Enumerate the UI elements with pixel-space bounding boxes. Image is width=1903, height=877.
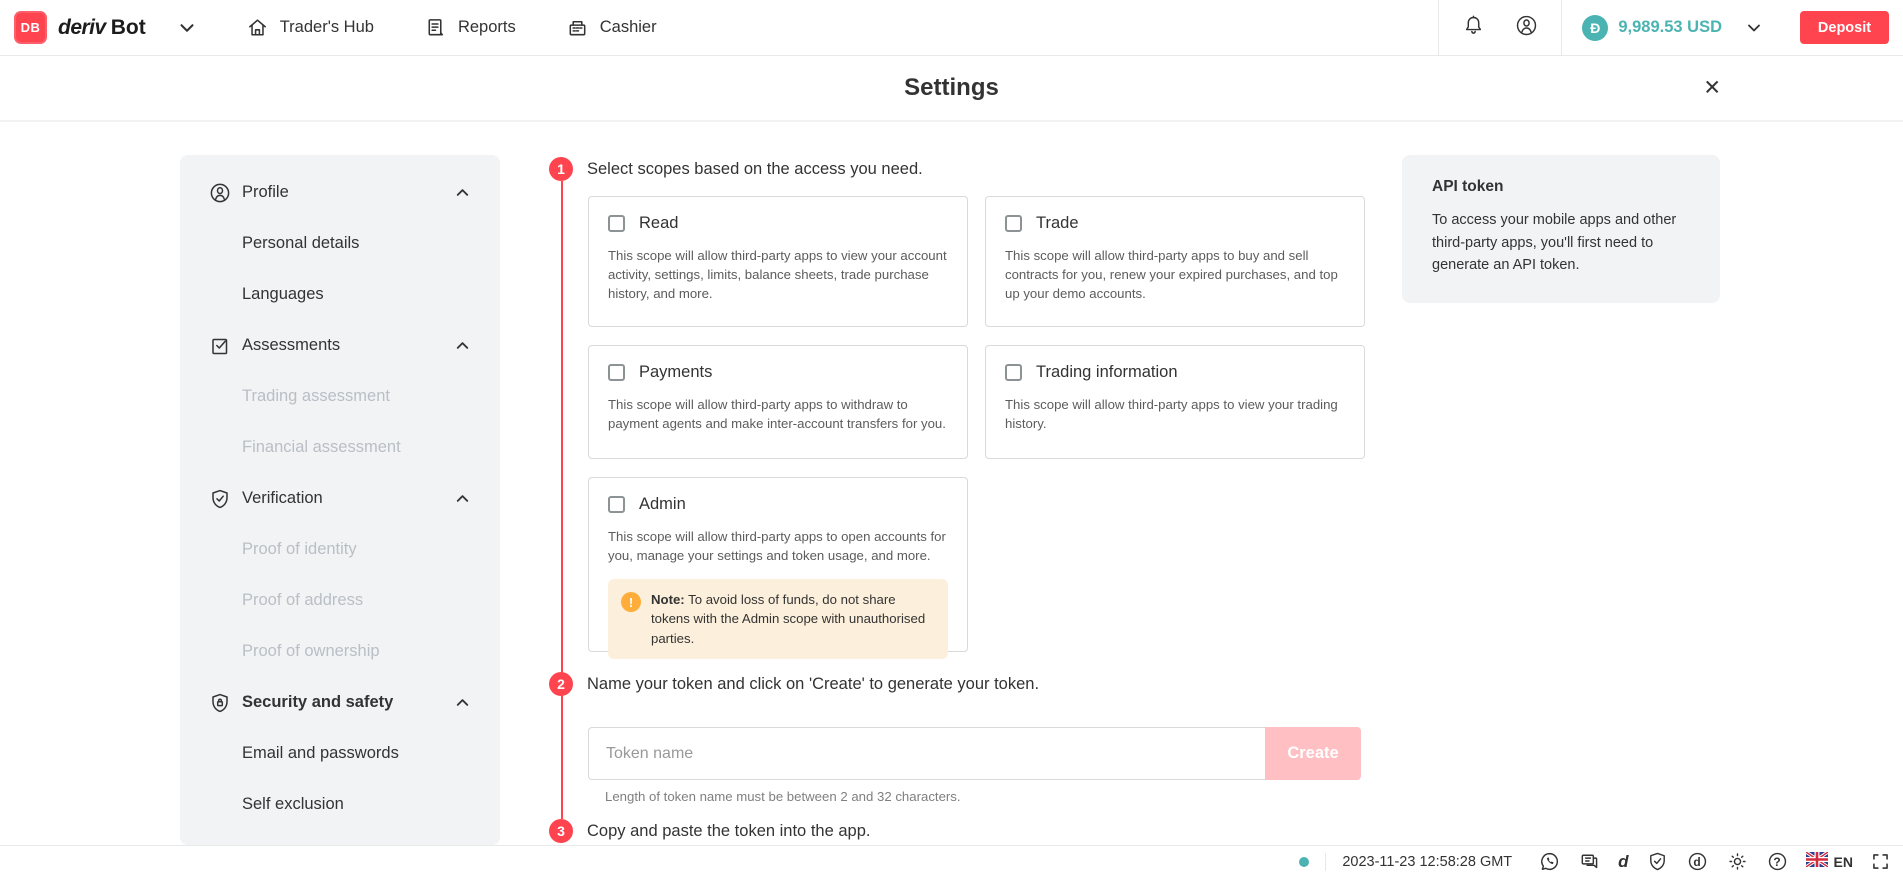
step-1 xyxy=(549,157,923,181)
sidebar-item-label: Languages xyxy=(242,285,324,303)
close-icon[interactable]: ✕ xyxy=(1703,76,1721,100)
responsible-trading-icon[interactable] xyxy=(1646,850,1669,873)
step-1-text: Select scopes based on the access you need. xyxy=(587,159,923,178)
sidebar-item-label: Personal details xyxy=(242,234,360,252)
account-settings-button[interactable] xyxy=(1500,13,1553,43)
nav-reports-label: Reports xyxy=(457,18,516,36)
user-avatar-icon xyxy=(1514,13,1539,43)
chevron-up-icon[interactable] xyxy=(453,183,472,202)
sidebar-item-proof-of-address[interactable] xyxy=(180,575,500,626)
scope-card-admin xyxy=(588,477,968,652)
scope-card-trade xyxy=(985,196,1365,327)
scope-label-trade: Trade xyxy=(1036,214,1079,232)
scope-desc-admin: This scope will allow third-party apps to open accounts for you, manage your settings and token usage, and more. xyxy=(608,529,946,564)
account-balance: 9,989.53 USD xyxy=(1618,18,1722,36)
brand-bot: Bot xyxy=(110,15,146,39)
chevron-up-icon[interactable] xyxy=(453,693,472,712)
page-title: Settings xyxy=(904,74,999,101)
cashier-icon xyxy=(566,16,589,39)
top-nav-bar xyxy=(0,0,1903,56)
deriv-glyph: d xyxy=(1618,851,1629,871)
community-glyph: d xyxy=(1693,854,1701,869)
account-chevron-down-icon[interactable] xyxy=(1744,18,1764,38)
help-glyph: ? xyxy=(1773,854,1781,869)
status-bar xyxy=(0,845,1903,877)
help-icon[interactable] xyxy=(1766,850,1789,873)
nav-traders-hub[interactable] xyxy=(246,16,374,39)
settings-title-bar xyxy=(0,56,1903,122)
sidebar-item-label: Security and safety xyxy=(242,693,394,711)
token-helper-text: Length of token name must be between 2 and 32 characters. xyxy=(605,789,961,804)
usd-coin-icon: Đ xyxy=(1582,15,1608,41)
step-2-badge: 2 xyxy=(549,672,573,696)
scope-desc-trading-information: This scope will allow third-party apps to view your trading history. xyxy=(1005,397,1338,432)
bell-icon xyxy=(1461,13,1486,43)
api-token-title: API token xyxy=(1432,178,1504,195)
sidebar-item-self-exclusion[interactable] xyxy=(180,779,500,830)
admin-note-label: Note: xyxy=(651,592,685,608)
sidebar-item-financial-assessment[interactable] xyxy=(180,422,500,473)
sidebar-item-label: Proof of identity xyxy=(242,540,357,558)
assessments-icon xyxy=(208,334,232,358)
whatsapp-icon[interactable] xyxy=(1538,850,1561,873)
trade-checkbox[interactable] xyxy=(1005,215,1022,232)
status-bar-icons xyxy=(1538,850,1891,873)
sidebar-item-label: Financial assessment xyxy=(242,438,401,456)
sidebar-item-label: Profile xyxy=(242,183,289,201)
sidebar-item-proof-of-ownership[interactable] xyxy=(180,626,500,677)
step-3-text: Copy and paste the token into the app. xyxy=(587,821,871,840)
scope-card-trading-information xyxy=(985,345,1365,459)
notifications-button[interactable] xyxy=(1447,13,1500,43)
sidebar-item-personal-details[interactable] xyxy=(180,218,500,269)
header-right xyxy=(1438,0,1903,55)
reports-icon xyxy=(424,16,447,39)
admin-checkbox[interactable] xyxy=(608,496,625,513)
language-flag-icon xyxy=(1806,852,1828,872)
header-icon-group xyxy=(1438,0,1561,55)
sidebar-item-security-and-safety[interactable] xyxy=(180,677,500,728)
nav-cashier[interactable] xyxy=(566,16,657,39)
profile-icon xyxy=(208,181,232,205)
sidebar-item-profile[interactable] xyxy=(180,167,500,218)
admin-note-text xyxy=(651,590,935,647)
livechat-icon[interactable] xyxy=(1578,850,1601,873)
step-2-text: Name your token and click on 'Create' to generate your token. xyxy=(587,674,1040,693)
language-code: EN xyxy=(1833,853,1853,870)
sidebar-item-label: Proof of ownership xyxy=(242,642,380,660)
sidebar-item-label: Verification xyxy=(242,489,323,507)
scope-label-read: Read xyxy=(639,214,679,232)
language-selector[interactable] xyxy=(1806,852,1853,872)
create-token-button[interactable]: Create xyxy=(1265,727,1361,780)
sidebar-item-label: Proof of address xyxy=(242,591,364,609)
trading-information-checkbox[interactable] xyxy=(1005,364,1022,381)
settings-sidebar xyxy=(180,155,500,845)
deposit-button[interactable]: Deposit xyxy=(1800,11,1889,44)
account-balance-group[interactable] xyxy=(1561,0,1782,55)
api-token-info-panel xyxy=(1402,155,1720,303)
payments-checkbox[interactable] xyxy=(608,364,625,381)
home-icon xyxy=(246,16,269,39)
security-icon xyxy=(208,691,232,715)
warning-icon: ! xyxy=(621,592,641,612)
sidebar-item-label: Email and passwords xyxy=(242,744,399,762)
sidebar-item-trading-assessment[interactable] xyxy=(180,371,500,422)
admin-note xyxy=(608,579,948,658)
scope-label-payments: Payments xyxy=(639,363,713,381)
sidebar-item-email-and-passwords[interactable] xyxy=(180,728,500,779)
step-3 xyxy=(549,819,870,843)
divider xyxy=(1325,853,1326,871)
step-2 xyxy=(549,672,1039,696)
main-nav xyxy=(246,16,657,39)
scope-desc-payments: This scope will allow third-party apps to withdraw to payment agents and make inter-account transfers for you. xyxy=(608,397,946,432)
api-token-body: To access your mobile apps and other third-party apps, you'll first need to generate an API token. xyxy=(1432,212,1677,273)
nav-reports[interactable] xyxy=(424,16,516,39)
server-time: 2023-11-23 12:58:28 GMT xyxy=(1342,853,1513,870)
platform-switcher-chevron-down-icon[interactable] xyxy=(176,17,198,39)
read-checkbox[interactable] xyxy=(608,215,625,232)
chevron-up-icon[interactable] xyxy=(453,336,472,355)
step-3-badge: 3 xyxy=(549,819,573,843)
token-name-input[interactable] xyxy=(588,727,1265,780)
nav-cashier-label: Cashier xyxy=(599,18,657,36)
admin-note-body: To avoid loss of funds, do not share tokens with the Admin scope with unauthorised parties. xyxy=(651,592,926,646)
scope-desc-trade: This scope will allow third-party apps to buy and sell contracts for you, renew your expired purchases, and top up your demo accounts. xyxy=(1005,248,1338,302)
chevron-up-icon[interactable] xyxy=(453,489,472,508)
sidebar-item-label: Trading assessment xyxy=(242,387,390,405)
theme-icon[interactable] xyxy=(1726,850,1749,873)
sidebar-item-proof-of-identity[interactable] xyxy=(180,524,500,575)
community-icon[interactable] xyxy=(1686,850,1709,873)
step-1-badge: 1 xyxy=(549,157,573,181)
scope-label-trading-information: Trading information xyxy=(1036,363,1178,381)
network-status-icon xyxy=(1299,857,1309,867)
deriv-icon[interactable] xyxy=(1618,852,1628,872)
scope-desc-read: This scope will allow third-party apps to view your account activity, settings, limits, balance sheets, trade purchase history, and more. xyxy=(608,248,947,302)
sidebar-item-languages[interactable] xyxy=(180,269,500,320)
scope-label-admin: Admin xyxy=(639,495,686,513)
nav-traders-hub-label: Trader's Hub xyxy=(279,18,374,36)
scope-card-payments xyxy=(588,345,968,459)
brand-deriv: deriv xyxy=(58,15,106,39)
verification-icon xyxy=(208,487,232,511)
step-connector-line xyxy=(561,181,563,819)
scope-card-read xyxy=(588,196,968,327)
brand-wordmark xyxy=(58,16,146,40)
sidebar-item-label: Assessments xyxy=(242,336,341,354)
token-form xyxy=(588,727,1361,780)
sidebar-item-label: Self exclusion xyxy=(242,795,344,813)
sidebar-item-verification[interactable] xyxy=(180,473,500,524)
deriv-bot-logo-icon[interactable]: DB xyxy=(14,11,47,44)
fullscreen-icon[interactable] xyxy=(1870,851,1891,872)
sidebar-item-assessments[interactable] xyxy=(180,320,500,371)
